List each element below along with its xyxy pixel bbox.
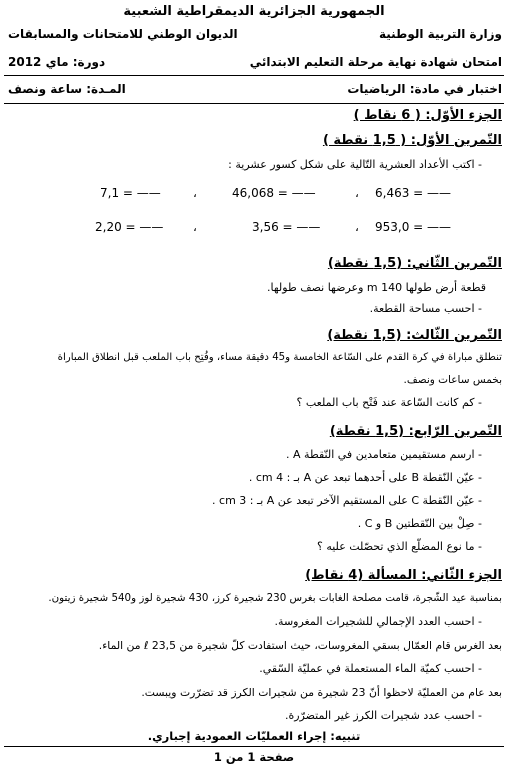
duration-label: المـدة: ساعة ونصف xyxy=(8,82,126,96)
ex3-title: التّمرين الثّالث: (1,5 نقطة) xyxy=(327,328,502,343)
separator-comma: ، xyxy=(355,186,359,200)
ex2-text: قطعة أرض طولها 140 m وعرضها نصف طولها. xyxy=(267,281,486,294)
office-label: الديوان الوطني للامتحانات والمسابقات xyxy=(8,27,238,41)
fraction-item: 953,0 = —— xyxy=(375,220,452,234)
part2-title: الجزء الثّاني: المسألة (4 نقاط) xyxy=(305,568,502,583)
footer-divider xyxy=(4,746,504,747)
part1-title: الجزء الأوّل: ( 6 نقاط ) xyxy=(353,108,502,123)
ex3-text-line1: تنطلق مباراة في كرة القدم على السّاعة الخامسة و45 دقيقة مساء، وفُتِح باب الملعب قبل انطلاق المباراة xyxy=(57,352,502,363)
fraction-item: 6,463 = —— xyxy=(375,186,452,200)
ex4-task: - عيّن النّقطة B على أحدهما تبعد عن A بـ : 4 cm . xyxy=(249,471,482,484)
separator-comma: ، xyxy=(193,220,197,234)
ex1-instruction: - اكتب الأعداد العشرية التّالية على شكل كسور عشرية : xyxy=(228,158,482,171)
ex2-title: التّمرين الثّاني: (1,5 نقطة) xyxy=(327,256,502,271)
ex4-task: - ارسم مستقيمين متعامدين في النّقطة A . xyxy=(286,448,482,461)
problem-task-1: - احسب العدد الإجمالي للشجيرات المغروسة. xyxy=(275,615,482,628)
ex3-task: - كم كانت السّاعة عند فَتْح باب الملعب ؟ xyxy=(297,396,482,409)
fraction-item: 7,1 = —— xyxy=(100,186,161,200)
ex2-task: - احسب مساحة القطعة. xyxy=(370,302,482,315)
fraction-item: 46,068 = —— xyxy=(232,186,316,200)
problem-task-3: - احسب عدد شجيرات الكرز غير المتضرّرة. xyxy=(285,709,482,722)
separator-comma: ، xyxy=(355,220,359,234)
header-divider-2 xyxy=(4,103,504,104)
important-note: تنبيه: إجراء العمليّات العمودية إجباري. xyxy=(147,729,361,743)
ex4-task: - عيّن النّقطة C على المستقيم الآخر تبعد عن A بـ : 3 cm . xyxy=(212,494,482,507)
problem-task-2: - احسب كميّة الماء المستعملة في عمليّة السّقي. xyxy=(259,662,482,675)
ex1-title: التّمرين الأوّل: ( 1,5 نقطة ) xyxy=(322,133,502,148)
ministry-label: وزارة التربية الوطنية xyxy=(378,27,502,41)
ex4-title: التّمرين الرّابع: (1,5 نقطة) xyxy=(329,424,502,439)
exam-label: امتحان شهادة نهاية مرحلة التعليم الابتدائي xyxy=(249,55,502,69)
problem-paragraph-3: بعد عام من العمليّة لاحظوا أنّ 23 شجيرة من شجيرات الكرز قد تضرّرت ويبست. xyxy=(141,686,502,699)
problem-paragraph-1: بمناسبة عيد الشّجرة، قامت مصلحة الغابات بغرس 230 شجيرة كرز، 430 شجيرة لوز و540 شجيرة زيتون. xyxy=(48,592,502,604)
ex4-task: - صِلْ بين النّقطتين B و C . xyxy=(358,517,482,530)
header-divider-1 xyxy=(4,75,504,76)
session-label: دورة: ماي 2012 xyxy=(8,55,106,69)
ex4-task: - ما نوع المضلّع الذي تحصّلت عليه ؟ xyxy=(317,540,482,553)
fraction-item: 3,56 = —— xyxy=(252,220,321,234)
subject-label: اختبار في مادة: الرياضيات xyxy=(347,82,502,96)
problem-paragraph-2: بعد الغرس قام العمّال بسقي المغروسات، حيث استفادت كلّ شجيرة من 23,5 ℓ من الماء. xyxy=(98,639,502,652)
separator-comma: ، xyxy=(193,186,197,200)
page-number: صفحة 1 من 1 xyxy=(213,750,295,764)
republic-title: الجمهورية الجزائرية الديمقراطية الشعبية xyxy=(123,4,385,19)
ex3-text-line2: بخمس ساعات ونصف. xyxy=(403,374,502,386)
fraction-item: 2,20 = —— xyxy=(95,220,164,234)
